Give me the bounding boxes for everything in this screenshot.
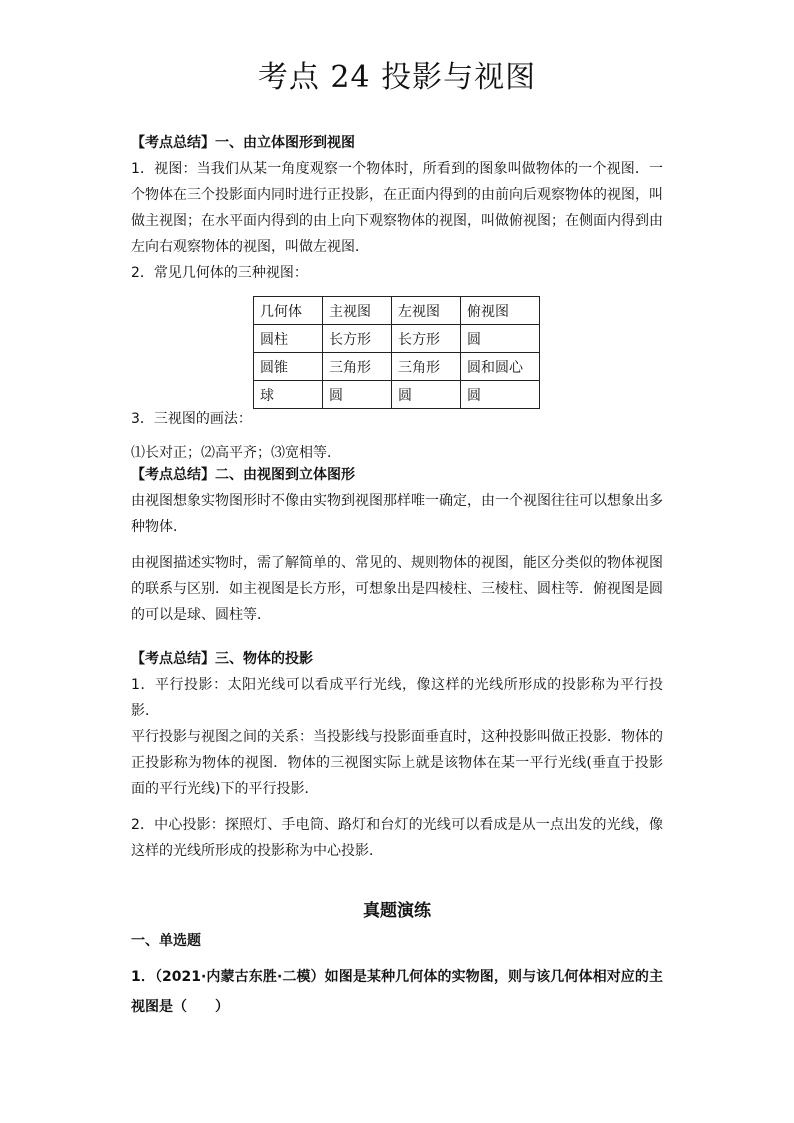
- question-1: 1．（2021·内蒙古东胜·二模）如图是某种几何体的实物图，则与该几何体相对应的主视图是（ ）: [131, 969, 663, 1015]
- table-cell: 俯视图: [461, 297, 540, 325]
- section-2: [131, 462, 663, 628]
- three-views-table: [253, 296, 540, 409]
- section-3-heading: 【考点总结】三、物体的投影: [131, 651, 313, 667]
- table-cell: 圆: [461, 325, 540, 353]
- table-cell: 圆: [392, 381, 461, 409]
- section-2-heading: 【考点总结】二、由视图到立体图形: [131, 467, 355, 483]
- table-cell: 圆和圆心: [461, 353, 540, 381]
- section-1: [131, 130, 663, 286]
- table-cell: 圆柱: [254, 325, 323, 353]
- table-cell: 圆: [323, 381, 392, 409]
- table-row: [254, 381, 540, 409]
- table-cell: 球: [254, 381, 323, 409]
- section-1-paragraph-1: 1．视图：当我们从某一角度观察一个物体时，所看到的图象叫做物体的一个视图．一个物体在三个投影面内同时进行正投影，在正面内得到的由前向后观察物体的视图，叫做主视图；在水平面内得到的由上向下观察物体的视图，叫做俯视图；在侧面内得到由左向右观察物体的视图，叫做左视图．: [131, 161, 663, 255]
- table-cell: 主视图: [323, 297, 392, 325]
- section-1-heading: 【考点总结】一、由立体图形到视图: [131, 135, 355, 151]
- table-cell: 圆: [461, 381, 540, 409]
- page-title: 考点 24 投影与视图: [257, 60, 537, 95]
- table-cell: 左视图: [392, 297, 461, 325]
- section-1-continued: [131, 406, 663, 466]
- section-2-paragraph-1: 由视图想象实物图形时不像由实物到视图那样唯一确定，由一个视图往往可以想象出多种物体．: [131, 493, 663, 535]
- table-cell: 长方形: [392, 325, 461, 353]
- section-3-paragraph-2: 平行投影与视图之间的关系：当投影线与投影面垂直时，这种投影叫做正投影．物体的正投影称为物体的视图．物体的三视图实际上就是该物体在某一平行光线(垂直于投影面的平行光线)下的平行投影．: [131, 729, 663, 797]
- section-1-paragraph-3: 3．三视图的画法：: [131, 411, 252, 427]
- section-3-paragraph-1: 1．平行投影：太阳光线可以看成平行光线，像这样的光线所形成的投影称为平行投影．: [131, 677, 663, 719]
- table-cell: 三角形: [323, 353, 392, 381]
- section-1-paragraph-4: ⑴长对正；⑵高平齐；⑶宽相等．: [131, 445, 341, 461]
- table-row: [254, 325, 540, 353]
- practice-section: [131, 928, 663, 1022]
- table-cell: 圆锥: [254, 353, 323, 381]
- table-header-row: [254, 297, 540, 325]
- question-type-heading: 一、单选题: [131, 933, 201, 949]
- section-3-paragraph-3: 2．中心投影：探照灯、手电筒、路灯和台灯的光线可以看成是从一点出发的光线，像这样的光线所形成的投影称为中心投影．: [131, 817, 663, 859]
- section-2-paragraph-2: 由视图描述实物时，需了解简单的、常见的、规则物体的视图，能区分类似的物体视图的联系与区别．如主视图是长方形，可想象出是四棱柱、三棱柱、圆柱等．俯视图是圆的可以是球、圆柱等．: [131, 555, 663, 623]
- practice-heading: 真题演练: [363, 901, 431, 921]
- table-cell: 几何体: [254, 297, 323, 325]
- section-3: [131, 646, 663, 864]
- table-cell: 三角形: [392, 353, 461, 381]
- table-cell: 长方形: [323, 325, 392, 353]
- section-1-paragraph-2: 2．常见几何体的三种视图：: [131, 265, 308, 281]
- table-row: [254, 353, 540, 381]
